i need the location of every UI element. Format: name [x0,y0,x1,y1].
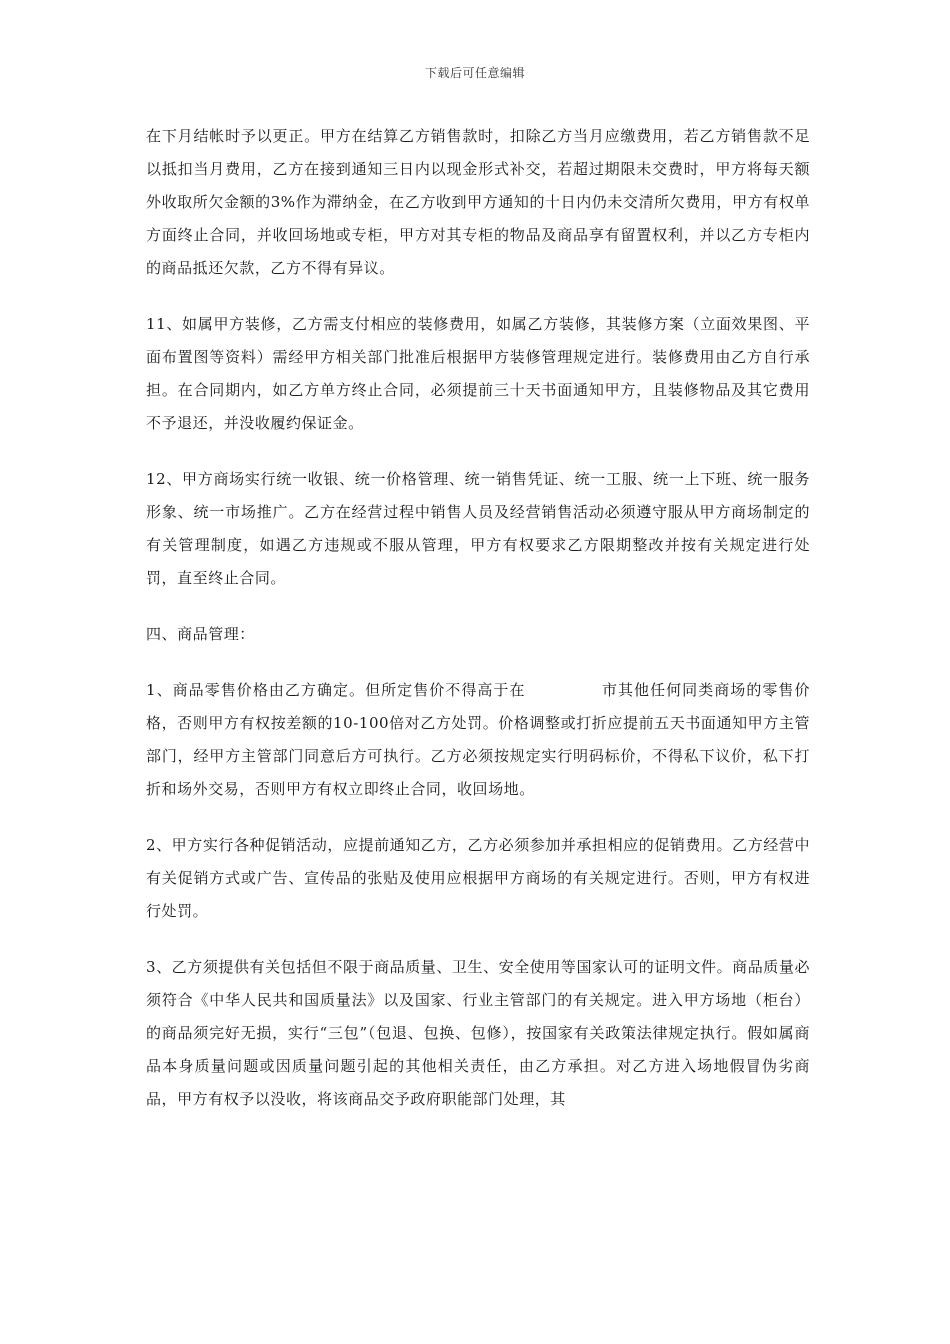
item-1-text-after-blank: 市其他任何同类商场的零售价格，否则甲方有权按差额的10-100倍对乙方处罚。价格调整或打折应提前五天书面通知甲方主管部门，经甲方主管部门同意后方可执行。乙方必须按规定实行明码标价，不得私下议价，私下打折和场外交易，否则甲方有权立即终止合同，收回场地。 [146,681,810,798]
document-body [146,120,810,1139]
paragraph-clause-12: 12、甲方商场实行统一收银、统一价格管理、统一销售凭证、统一工服、统一上下班、统一服务形象、统一市场推广。乙方在经营过程中销售人员及经营销售活动必须遵守服从甲方商场制定的有关管理制度，如遇乙方违规或不服从管理，甲方有权要求乙方限期整改并按有关规定进行处罚，直至终止合同。 [146,470,810,587]
paragraph-item-3: 3、乙方须提供有关包括但不限于商品质量、卫生、安全使用等国家认可的证明文件。商品质量必须符合《中华人民共和国质量法》以及国家、行业主管部门的有关规定。进入甲方场地（柜台）的商品须完好无损，实行“三包”（包退、包换、包修），按国家有关政策法律规定执行。假如属商品本身质量问题或因质量问题引起的其他相关责任，由乙方承担。对乙方进入场地假冒伪劣商品，甲方有权予以没收，将该商品交予政府职能部门处理，其 [146,958,810,1108]
item-1-text-before-blank: 1、商品零售价格由乙方确定。但所定售价不得高于在 [146,681,526,699]
paragraph-billing: 在下月结帐时予以更正。甲方在结算乙方销售款时，扣除乙方当月应缴费用，若乙方销售款不足以抵扣当月费用，乙方在接到通知三日内以现金形式补交，若超过期限未交费时，甲方将每天额外收取所欠金额的3%作为滞纳金，在乙方收到甲方通知的十日内仍未交清所欠费用，甲方有权单方面终止合同，并收回场地或专柜，甲方对其专柜的物品及商品享有留置权利，并以乙方专柜内的商品抵还欠款，乙方不得有异议。 [146,127,810,277]
paragraph-item-2: 2、甲方实行各种促销活动，应提前通知乙方，乙方必须参加并承担相应的促销费用。乙方经营中有关促销方式或广告、宣传品的张贴及使用应根据甲方商场的有关规定进行。否则，甲方有权进行处罚。 [146,836,810,920]
paragraph-item-1 [146,674,810,806]
section-heading-goods-management: 四、商品管理： [146,625,255,643]
page-header: 下载后可任意编辑 [424,66,525,80]
paragraph-clause-11: 11、如属甲方装修，乙方需支付相应的装修费用，如属乙方装修，其装修方案（立面效果图、平面布置图等资料）需经甲方相关部门批准后根据甲方装修管理规定进行。装修费用由乙方自行承担。在合同期内，如乙方单方终止合同，必须提前三十天书面通知甲方，且装修物品及其它费用不予退还，并没收履约保证金。 [146,315,810,432]
